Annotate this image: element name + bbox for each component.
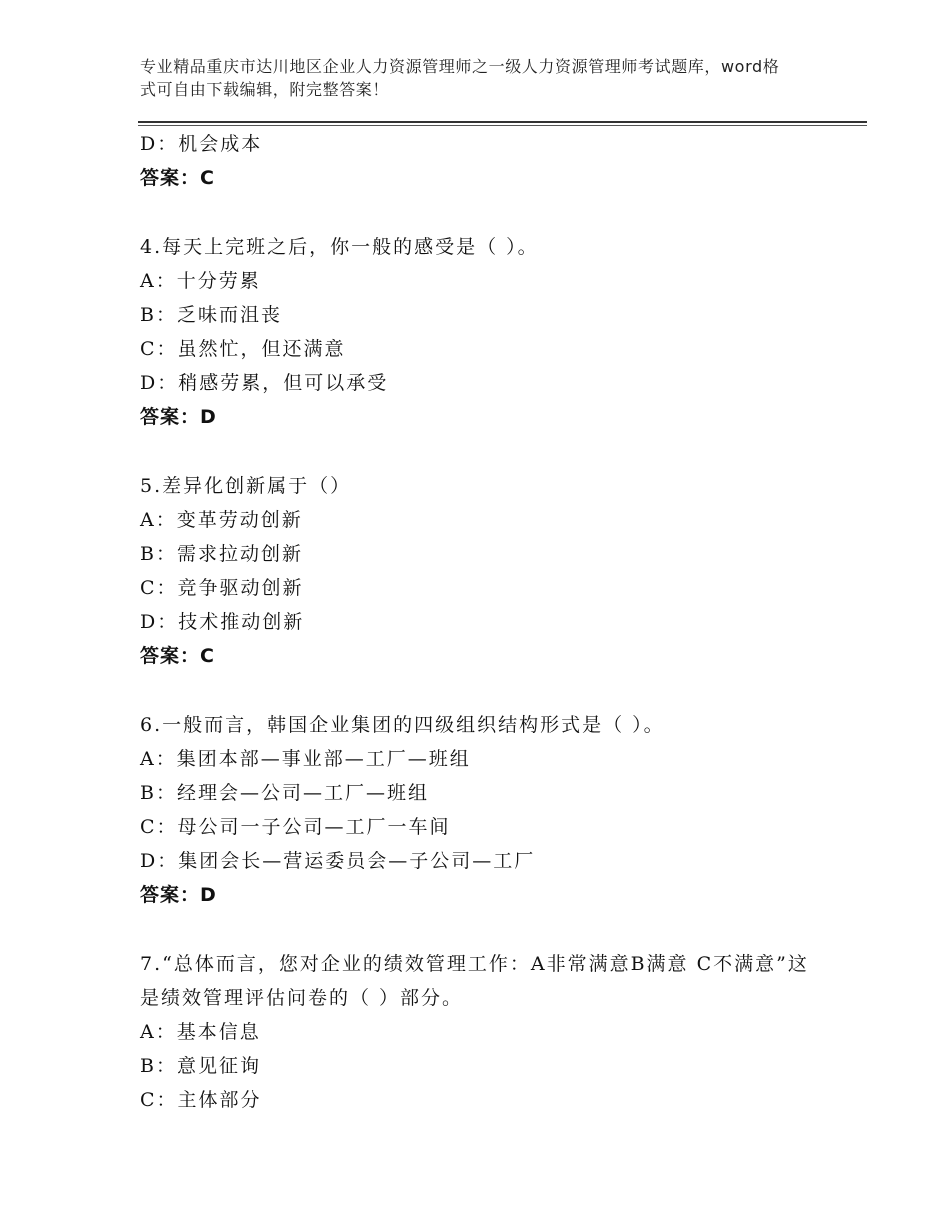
question-stem: 6.一般而言，韩国企业集团的四级组织结构形式是（ ）。 (140, 714, 665, 736)
header-divider (138, 121, 867, 123)
option-d: D：机会成本 (140, 133, 263, 155)
option-a: A：变革劳动创新 (140, 509, 303, 531)
answer-line: 答案：C (140, 645, 215, 667)
option-a: A：十分劳累 (140, 270, 261, 292)
option-a: A：基本信息 (140, 1021, 261, 1043)
option-a: A：集团本部—事业部—工厂—班组 (140, 748, 471, 770)
option-c: C：竞争驱动创新 (140, 577, 304, 599)
option-b: B：需求拉动创新 (140, 543, 303, 565)
option-d: D：稍感劳累，但可以承受 (140, 372, 389, 394)
answer-line: 答案：D (140, 406, 217, 428)
option-c: C：母公司一子公司—工厂一车间 (140, 816, 451, 838)
option-d: D：技术推动创新 (140, 611, 305, 633)
option-b: B：经理会—公司—工厂—班组 (140, 782, 429, 804)
option-d: D：集团会长—营运委员会—子公司—工厂 (140, 850, 536, 872)
option-b: B：乏味而沮丧 (140, 304, 282, 326)
question-stem: 7.“总体而言，您对企业的绩效管理工作：A非常满意B满意 C不满意”这是绩效管理评估问卷的（ ）部分。 (140, 953, 809, 1009)
question-stem: 4.每天上完班之后，你一般的感受是（ ）。 (140, 236, 539, 258)
option-c: C：虽然忙，但还满意 (140, 338, 346, 360)
question-stem: 5.差异化创新属于（） (140, 475, 352, 497)
answer-line: 答案：C (140, 167, 215, 189)
answer-line: 答案：D (140, 884, 217, 906)
option-b: B：意见征询 (140, 1055, 261, 1077)
question-list (140, 127, 820, 1117)
document-header: 专业精品重庆市达川地区企业人力资源管理师之一级人力资源管理师考试题库，word格式可自由下载编辑，附完整答案！ (140, 57, 780, 99)
option-c: C：主体部分 (140, 1089, 262, 1111)
header-divider-thin (138, 125, 867, 126)
